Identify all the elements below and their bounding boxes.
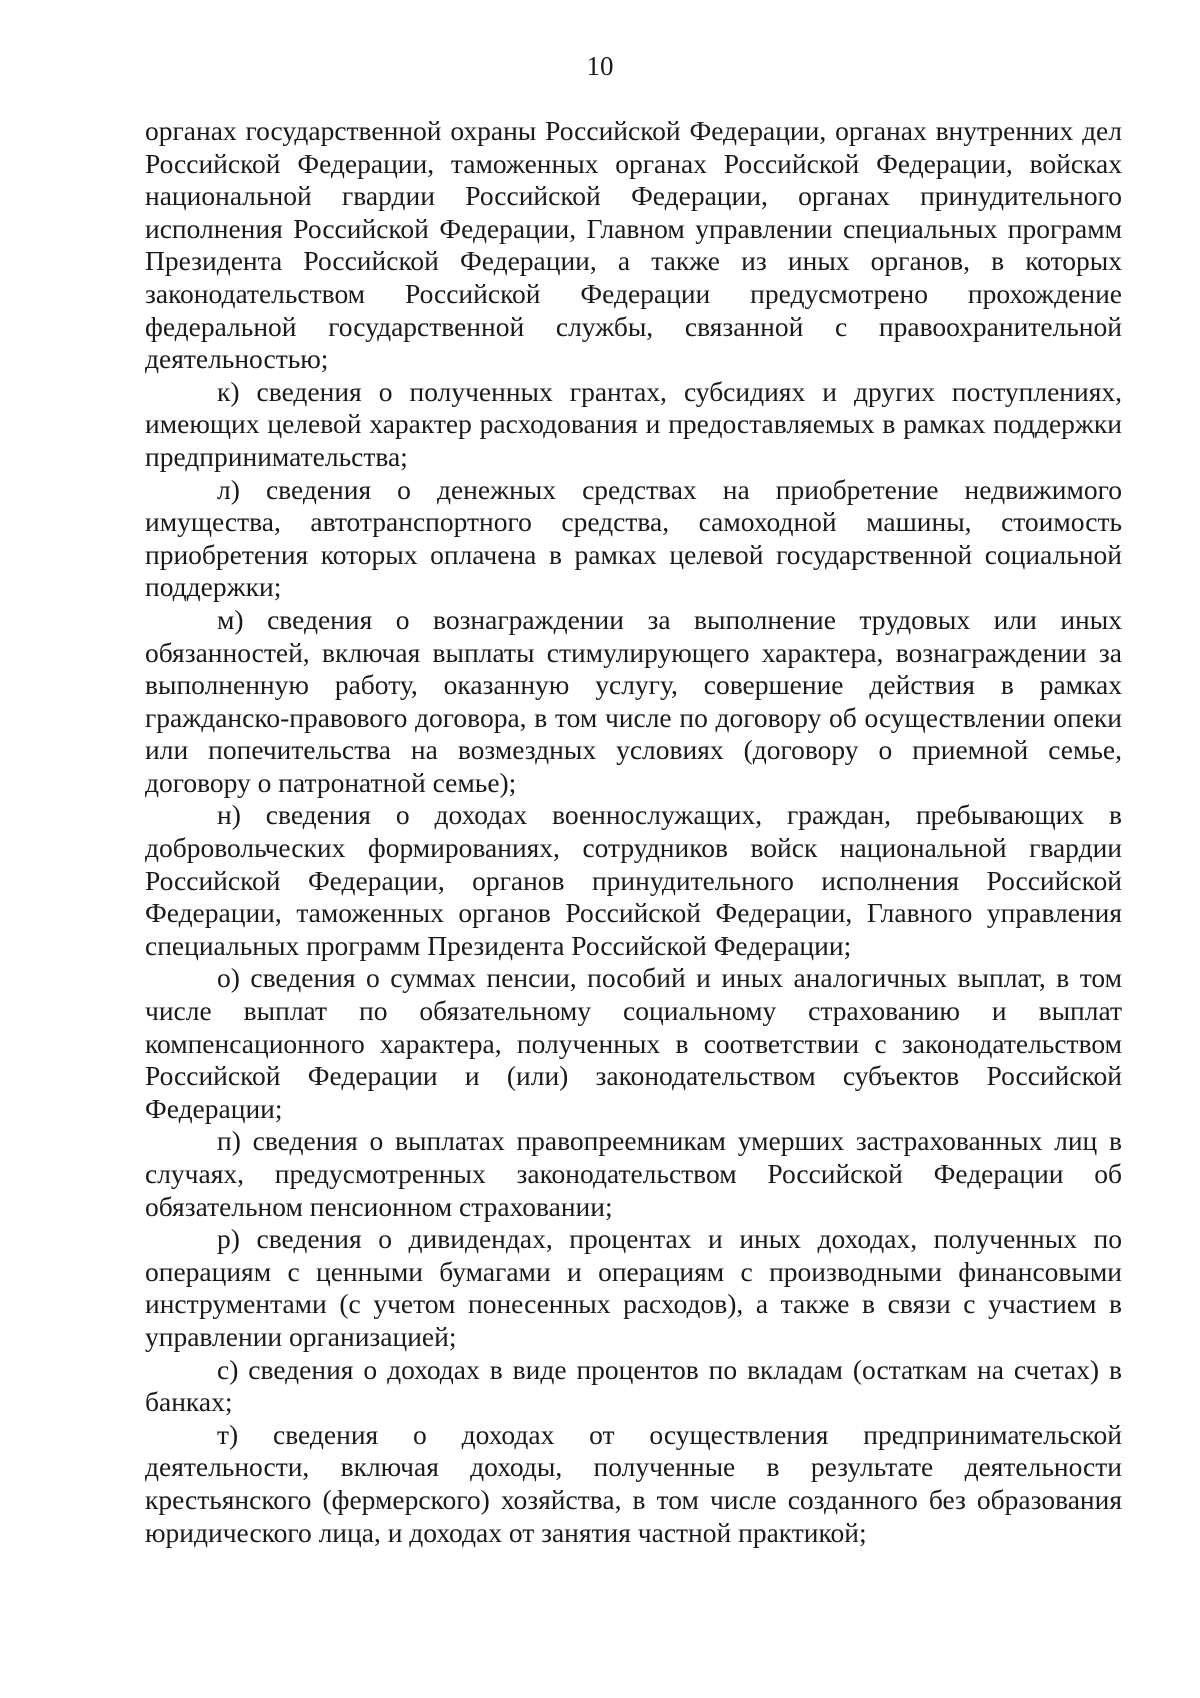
paragraph-n: н) сведения о доходах военнослужащих, граждан, пребывающих в добровольческих формированиях, сотрудников войск национальной гвардии Российской Федерации, органов принудительного исполнения Российской Федерации, таможенных органов Российской Федерации, Главного управления специальных программ Президента Российской Федерации;: [145, 799, 1122, 961]
paragraph-l: л) сведения о денежных средствах на приобретение недвижимого имущества, автотранспортного средства, самоходной машины, стоимость приобретения которых оплачена в рамках целевой государственной социальной поддержки;: [145, 473, 1122, 603]
paragraph-s: с) сведения о доходах в виде процентов по вкладам (остаткам на счетах) в банках;: [145, 1353, 1122, 1418]
paragraph-k: к) сведения о полученных грантах, субсидиях и других поступлениях, имеющих целевой характер расходования и предоставляемых в рамках поддержки предпринимательства;: [145, 375, 1122, 472]
paragraph-t: т) сведения о доходах от осуществления предпринимательской деятельности, включая доходы, полученные в результате деятельности крестьянского (фермерского) хозяйства, в том числе созданного без образования юридического лица, и доходах от занятия частной практикой;: [145, 1418, 1122, 1548]
paragraph-m: м) сведения о вознаграждении за выполнение трудовых или иных обязанностей, включая выплаты стимулирующего характера, вознаграждении за выполненную работу, оказанную услугу, совершение действия в рамках гражданско-правового договора, в том числе по договору об осуществлении опеки или попечительства на возмездных условиях (договору о приемной семье, договору о патронатной семье);: [145, 603, 1122, 798]
paragraph-o: о) сведения о суммах пенсии, пособий и иных аналогичных выплат, в том числе выплат по обязательному социальному страхованию и выплат компенсационного характера, полученных в соответствии с законодательством Российской Федерации и (или) законодательством субъектов Российской Федерации;: [145, 962, 1122, 1124]
document-body: [145, 115, 1122, 1549]
paragraph-r: р) сведения о дивидендах, процентах и иных доходах, полученных по операциям с ценными бумагами и операциям с производными финансовыми инструментами (с учетом понесенных расходов), а также в связи с участием в управлении организацией;: [145, 1223, 1122, 1352]
paragraph-continuation: органах государственной охраны Российской Федерации, органах внутренних дел Российской Федерации, таможенных органах Российской Федерации, войсках национальной гвардии Российской Федерации, органах принудительного исполнения Российской Федерации, Главном управлении специальных программ Президента Российской Федерации, а также из иных органов, в которых законодательством Российской Федерации предусмотрено прохождение федеральной государственной службы, связанной с правоохранительной деятельностью;: [145, 115, 1122, 375]
paragraph-p: п) сведения о выплатах правопреемникам умерших застрахованных лиц в случаях, предусмотренных законодательством Российской Федерации об обязательном пенсионном страховании;: [145, 1125, 1122, 1222]
page-number: 10: [586, 51, 614, 81]
